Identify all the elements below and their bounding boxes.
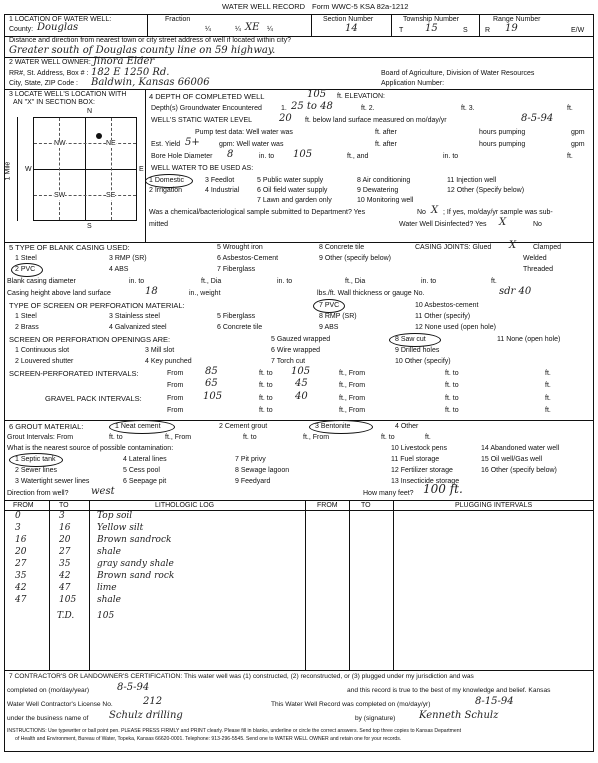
lithologic-log-table [5,500,593,670]
perf-2-to: 45 [295,378,308,389]
board-label: Board of Agriculture, Division of Water Resources [381,70,535,77]
gravel-from-4: ft., From [339,407,366,414]
screen-rmp[interactable]: 8 RMP (SR) [319,313,357,320]
height-label: Casing height above land surface [7,290,111,297]
owner-value: Jinora Elder [93,56,155,67]
instructions-2: of Health and Environment, Bureau of Water, Topeka, Kansas 66620-0001. Telephone: 913-296-5545. Send one to WATER WELL OWNER and retain one for your records. [15,736,402,742]
opening-sawcut[interactable]: 8 Saw cut [395,336,426,343]
contam-pit[interactable]: 7 Pit privy [235,456,266,463]
howmany-label: How many feet? [363,490,414,497]
grout-to-2: ft. to [243,434,257,441]
depth-value: 105 [307,89,327,100]
gw-ft-end: ft. [567,105,573,112]
bore-in-to2: in. to [443,153,459,160]
gw-1-value: 25 to 48 [291,101,333,112]
range-value: 19 [505,23,518,34]
casing-fiberglass[interactable]: 7 Fiberglass [217,266,256,273]
city-label: City, State, ZIP Code : [9,80,78,87]
use-other[interactable]: 12 Other (Specify below) [447,187,525,194]
perf-2-from: 65 [205,378,218,389]
grout-ft-end: ft. [425,434,431,441]
blank-in-to-3: in. to [421,278,437,285]
gravel-label: GRAVEL PACK INTERVALS: [45,394,142,403]
static-label: WELL'S STATIC WATER LEVEL [151,117,253,124]
east-label: E [139,166,144,173]
address-value: 182 E 1250 Rd. [91,67,170,78]
cert-line3b: This Water Well Record was completed on (mo/day/yr) [271,701,431,708]
completed-value: 8-5-94 [117,682,150,693]
screen-stainless[interactable]: 3 Stainless steel [109,313,160,320]
grout-intervals-label: Grout Intervals: From [7,434,74,441]
bact-label: Was a chemical/bacteriological sample submitted to Department? Yes [149,209,366,216]
section2-label: 2 WATER WELL OWNER: [9,59,91,66]
direction-value: west [91,486,115,497]
quarter-1: ¼ [205,26,211,33]
screen-galvanized[interactable]: 4 Galvanized steel [109,324,167,331]
perf-to-3: ft. to [259,382,273,389]
range-label: Range Number [493,16,541,23]
bact-mark: X [431,205,439,216]
application-number-label: Application Number: [381,80,445,87]
gw-ft3: ft. 3. [461,105,475,112]
log-from-header: FROM [13,502,34,509]
table-row: 0 3 Top soil [15,511,133,521]
height-value: 18 [145,286,158,297]
fraction-note: XE [245,22,260,33]
casing-wrought[interactable]: 5 Wrought iron [217,244,263,251]
bore-in-to: in. to [259,153,275,160]
gravel-to-2: ft. to [445,395,459,402]
opening-mill[interactable]: 3 Mill slot [145,347,175,354]
south-label: S [87,223,92,230]
section1-label: 1 LOCATION OF WATER WELL: [9,16,112,23]
section7 [5,670,593,753]
use-air[interactable]: 8 Air conditioning [357,177,411,184]
groundwater-label: Depth(s) Groundwater Encountered [151,105,262,112]
cert-line4b: by (signature) [355,715,396,722]
yield-gpm: gpm: Well water was [219,141,284,148]
disinfect-label: Water Well Disinfected? Yes [399,221,487,228]
grout-to-3: ft. to [381,434,395,441]
joints-threaded[interactable]: Threaded [523,266,553,273]
opening-wire[interactable]: 6 Wire wrapped [271,347,321,354]
contam-sewer[interactable]: 2 Sewer lines [15,467,58,474]
disinfect-mark: X [499,217,507,228]
screen-pvc[interactable]: 7 PVC [319,302,340,309]
opening-none[interactable]: 11 None (open hole) [497,336,561,343]
cert-line4a: under the business name of [7,715,89,722]
business-value: Schulz drilling [109,710,183,721]
contam-septic[interactable]: 1 Septic tank [15,456,56,463]
screen-abs[interactable]: 9 ABS [319,324,339,331]
distance-label: Distance and direction from nearest town or city street address of well if located within city? [9,37,292,44]
bore-to-value: 105 [293,149,313,160]
bact-tail: ; If yes, mo/day/yr sample was sub- [443,209,553,216]
bore-value: 8 [227,149,234,160]
opening-torch[interactable]: 7 Torch cut [271,358,306,365]
contam-fuel[interactable]: 11 Fuel storage [391,456,440,463]
casing-rmp[interactable]: 3 RMP (SR) [109,255,147,262]
bore-label: Bore Hole Diameter [151,153,213,160]
yield-gpm-end: gpm [571,141,585,148]
disinfect-no: No [533,221,542,228]
opening-other[interactable]: 10 Other (specify) [395,358,451,365]
joints-clamped[interactable]: Clamped [533,244,562,251]
gravel-from-2: ft., From [339,395,366,402]
range-ew: E/W [571,27,585,34]
screen-pvc-circle [313,299,345,313]
range-r: R [485,27,491,34]
howmany-value: 100 ft. [423,482,463,496]
grout-neat[interactable]: 1 Neat cement [115,423,161,430]
use-domestic-circle [145,174,193,188]
pump-gpm: gpm [571,129,585,136]
screen-fiberglass[interactable]: 5 Fiberglass [217,313,256,320]
record-date: 8-15-94 [475,696,514,707]
cert-line1: 7 CONTRACTOR'S OR LANDOWNER'S CERTIFICATION: This water well was (1) constructed, (2) reconstructed, or (3) plugged under my jurisdiction and was [9,673,474,680]
form-title: WATER WELL RECORD [222,2,306,11]
casing-asbestos[interactable]: 6 Asbestos-Cement [217,255,279,262]
gravel-1-from: 105 [203,391,223,402]
gw-ft2: ft. 2. [361,105,375,112]
township-label: Township Number [403,16,460,23]
ksa-number: KSA 82a-1212 [360,2,409,11]
pump-after: ft. after [375,129,397,136]
contam-livestock[interactable]: 10 Livestock pens [391,445,448,452]
table-row: 16 20 Brown sandrock [15,535,172,545]
grout-bentonite-circle [309,420,373,434]
elevation-label: ft. ELEVATION: [337,93,385,100]
instructions-1: INSTRUCTIONS: Use typewriter or ball point pen. PLEASE PRESS FIRMLY and PRINT clearly. Please fill in blanks, underline or circle the correct answers. Send top three copies to Kansas Department [7,728,462,734]
blank-in-to-1: in. to [129,278,145,285]
grout-neat-circle [109,420,175,434]
screen-concrete[interactable]: 6 Concrete tile [217,324,263,331]
casing-other[interactable]: 9 Other (specify below) [319,255,391,262]
se-label: SE [106,192,116,199]
contam-cess[interactable]: 5 Cess pool [123,467,160,474]
casing-steel[interactable]: 1 Steel [15,255,37,262]
joints-mark: X [509,240,517,251]
west-label: W [25,166,32,173]
city-value: Baldwin, Kansas 66006 [91,77,210,88]
address-label: RR#, St. Address, Box # : [9,70,89,77]
table-row: T.D. 105 [57,611,115,621]
section5-label: 5 TYPE OF BLANK CASING USED: [9,243,130,252]
county-value: Douglas [37,22,79,33]
use-lawn[interactable]: 7 Lawn and garden only [257,197,332,204]
static-value: 20 [279,113,292,124]
contam-label: What is the nearest source of possible contamination: [7,445,174,452]
perf-ft-end: ft. [545,370,551,377]
contam-other[interactable]: 16 Other (specify below) [481,467,557,474]
log-litho-header: LITHOLOGIC LOG [155,502,215,509]
gw-1: 1. [281,105,287,112]
casing-concrete[interactable]: 8 Concrete tile [319,244,365,251]
perf-1-to: 105 [291,366,311,377]
yield-after: ft. after [375,141,397,148]
direction-label: Direction from well? [7,490,69,497]
section5 [5,242,593,420]
use-public[interactable]: 5 Public water supply [257,177,324,184]
form-frame [4,14,594,752]
blank-dia-1: ft., Dia [201,278,222,285]
joints-welded[interactable]: Welded [523,255,547,262]
bact-mitted: mitted [149,221,169,228]
use-feedlot[interactable]: 3 Feedlot [205,177,235,184]
contam-watertight[interactable]: 3 Watertight sewer lines [15,478,90,485]
gravel-to-4: ft. to [445,407,459,414]
blank-diameter-label: Blank casing diameter [7,278,76,285]
use-monitoring[interactable]: 10 Monitoring well [357,197,414,204]
license-value: 212 [143,696,163,707]
perf-to-2: ft. to [445,370,459,377]
county-label: County: [9,26,34,33]
opening-gauzed[interactable]: 5 Gauzed wrapped [271,336,331,343]
north-label: N [87,108,93,115]
use-irrigation[interactable]: 2 Irrigation [149,187,183,194]
table-row: 3 16 Yellow silt [15,523,144,533]
bact-no: No [417,209,426,216]
use-domestic[interactable]: 1 Domestic [149,177,185,184]
contam-insecticide[interactable]: 13 Insecticide storage [391,478,460,485]
ne-label: NE [106,140,116,147]
grout-other[interactable]: 4 Other [395,423,419,430]
gauge-value: sdr 40 [499,286,532,297]
perf-1-from: 85 [205,366,218,377]
contam-septic-circle [9,453,63,467]
table-row: 35 42 Brown sand rock [15,571,175,581]
opening-continuous[interactable]: 1 Continuous slot [15,347,70,354]
cert-line2a: completed on (mo/day/year) [7,687,90,694]
casing-abs[interactable]: 4 ABS [109,266,129,273]
perf-ft-end-2: ft. [545,382,551,389]
table-row: 42 47 lime [15,583,117,593]
perf-from-1: From [167,370,184,377]
joints-label: CASING JOINTS: Glued [415,244,492,251]
yield-label: Est. Yield [151,141,181,148]
log-from2-header: FROM [317,502,338,509]
section-number-label: Section Number [323,16,374,23]
sw-label: SW [54,192,66,199]
mile-label: 1 Mile [4,161,12,181]
pump-hours: hours pumping [479,129,526,136]
distance-value: Greater south of Douglas county line on 59 highway. [9,45,276,56]
height-tail: lbs./ft. Wall thickness or gauge No. [317,290,425,297]
gravel-from-1: From [167,395,184,402]
gravel-ft-end-2: ft. [545,407,551,414]
section3-locator [5,89,145,242]
log-plugging-header: PLUGGING INTERVALS [455,502,533,509]
screen-brass[interactable]: 2 Brass [15,324,39,331]
yield-value: 5+ [185,137,200,148]
perf-to-4: ft. to [445,382,459,389]
screen-other[interactable]: 11 Other (specify) [415,313,471,320]
bore-ft-and: ft., and [347,153,369,160]
contam-seepage[interactable]: 6 Seepage pit [123,478,167,485]
grout-to-1: ft. to [109,434,123,441]
screen-none[interactable]: 12 None used (open hole) [415,324,496,331]
contam-oilgas[interactable]: 15 Oil well/Gas well [481,456,543,463]
opening-drilled[interactable]: 9 Drilled holes [395,347,440,354]
gravel-ft-end: ft. [545,395,551,402]
cert-line3a: Water Well Contractor's License No. [7,701,113,708]
signature-value: Kenneth Schulz [419,710,499,721]
perforated-label: SCREEN-PERFORATED INTERVALS: [9,369,139,378]
static-mid: ft. below land surface measured on mo/day/yr [305,117,447,124]
opening-louvered[interactable]: 2 Louvered shutter [15,358,74,365]
blank-dia-2: ft., Dia [345,278,366,285]
section6 [5,420,593,500]
blank-in-to-2: in. to [277,278,293,285]
cert-line2b: and this record is true to the best of my knowledge and belief. Kansas [347,687,551,694]
grout-cement[interactable]: 2 Cement grout [219,423,268,430]
use-label: WELL WATER TO BE USED AS: [151,165,254,172]
grout-bentonite[interactable]: 3 Bentonite [315,423,351,430]
screen-asbestos[interactable]: 10 Asbestos-cement [415,302,479,309]
township-t: T [399,27,404,34]
perf-from-3: From [167,382,184,389]
use-industrial[interactable]: 4 Industrial [205,187,240,194]
section-number-value: 14 [345,23,358,34]
gravel-1-to: 40 [295,391,308,402]
opening-sawcut-circle [389,333,441,347]
openings-label: SCREEN OR PERFORATION OPENINGS ARE: [9,335,171,344]
section-box[interactable] [33,117,137,221]
grout-from-2: ft., From [165,434,192,441]
quarter-3: ¼ [267,26,273,33]
table-row: 27 35 gray sandy shale [15,559,174,569]
bore-ft: ft. [567,153,573,160]
well-location-mark [96,133,102,139]
opening-key[interactable]: 4 Key punched [145,358,192,365]
gravel-to-3: ft. to [259,407,273,414]
nw-label: NW [54,140,66,147]
section3-label2: AN "X" IN SECTION BOX: [13,99,95,106]
screen-steel[interactable]: 1 Steel [15,313,37,320]
contam-lagoon[interactable]: 8 Sewage lagoon [235,467,290,474]
log-to-header: TO [59,502,69,509]
perf-to-1: ft. to [259,370,273,377]
use-dewatering[interactable]: 9 Dewatering [357,187,399,194]
casing-pvc[interactable]: 2 PVC [15,266,36,273]
gravel-to-1: ft. to [259,395,273,402]
yield-hours: hours pumping [479,141,526,148]
perf-from-2: ft., From [339,370,366,377]
quarter-2: ¼ [235,26,241,33]
table-row: 47 105 shale [15,595,121,605]
township-value: 15 [425,23,438,34]
pump-label: Pump test data: Well water was [195,129,293,136]
section4-label: 4 DEPTH OF COMPLETED WELL [149,92,265,101]
contam-lateral[interactable]: 4 Lateral lines [123,456,167,463]
section4 [147,89,593,242]
screen-label: TYPE OF SCREEN OR PERFORATION MATERIAL: [9,301,185,310]
township-s: S [463,27,468,34]
static-date: 8-5-94 [521,113,554,124]
grout-from-3: ft., From [303,434,330,441]
use-injection[interactable]: 11 Injection well [447,177,497,184]
form-number: Form WWC-5 [312,2,358,11]
height-mid: in., weight [189,290,221,297]
contam-feedyard[interactable]: 9 Feedyard [235,478,271,485]
casing-pvc-circle [11,263,43,277]
fraction-label: Fraction [165,16,191,23]
use-oilfield[interactable]: 6 Oil field water supply [257,187,328,194]
contam-fertilizer[interactable]: 12 Fertilizer storage [391,467,453,474]
contam-abandoned[interactable]: 14 Abandoned water well [481,445,560,452]
blank-ft-end: ft. [491,278,497,285]
gravel-from-3: From [167,407,184,414]
table-row: 20 27 shale [15,547,121,557]
section6-label: 6 GROUT MATERIAL: [9,422,84,431]
section3-label: 3 LOCATE WELL'S LOCATION WITH [9,91,127,98]
perf-from-4: ft., From [339,382,366,389]
log-to2-header: TO [361,502,371,509]
